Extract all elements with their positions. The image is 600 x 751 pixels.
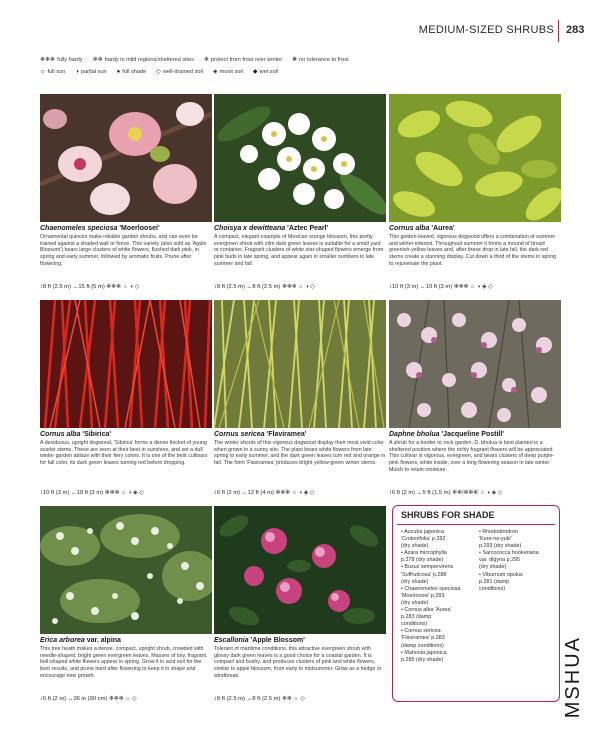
list-item: • Cornus sericea bbox=[401, 628, 441, 635]
plant-stats: ↕6 ft (2 m) ↔5 ft (1.5 m) ❄❄/❄❄❄ ☼ ◑ ◈ ◇ bbox=[389, 490, 503, 496]
plant-card bbox=[389, 300, 561, 496]
plant-card bbox=[214, 300, 386, 496]
shade-lists bbox=[393, 525, 559, 668]
list-item: conditions) bbox=[479, 585, 506, 592]
list-item: conditions) bbox=[401, 621, 428, 628]
plant-card bbox=[214, 94, 386, 290]
key-item bbox=[117, 66, 147, 78]
well-drained-soil-icon: ◇ bbox=[156, 69, 161, 75]
list-item: var. digyna p.295 bbox=[479, 557, 521, 564]
plant-cultivar: var. alpina bbox=[86, 637, 121, 644]
key-label: hardy in mild regions/sheltered sites bbox=[104, 57, 194, 63]
list-item: (dry shade) bbox=[401, 578, 429, 585]
plant-description: A shrub for a border or rock garden, D. bholua is best planted in a sheltered position where the richly fragrant flowers will be appreciated. This cultivar is vigorous, evergreen, and bears clusters of deep purple-pink flowers, white inside, over a long flowering season in late winter. Mulch to retain moisture. bbox=[389, 440, 555, 473]
plant-stats: ↕6 ft (2 m) ↔36 in (90 cm) ❄❄❄ ☼ ◇ bbox=[40, 696, 137, 702]
plant-photo bbox=[389, 300, 561, 428]
list-item: p.285 (dry shade) bbox=[401, 656, 444, 663]
watermark: MSHUA bbox=[562, 636, 584, 719]
sidebar-title: SHRUBS FOR SHADE bbox=[397, 510, 555, 525]
list-item: (dry shade) bbox=[401, 543, 429, 550]
list-item: 'Suffruticosa' p.288 bbox=[401, 571, 447, 578]
plant-stats: ↕8 ft (2.5 m) ↔8 ft (2.5 m) ❄❄❄ ☼ ◑ ◇ bbox=[214, 284, 315, 290]
list-item: 'Moerloosei' p.283 bbox=[401, 592, 445, 599]
key-item bbox=[156, 66, 203, 78]
header-divider bbox=[558, 20, 559, 42]
plant-card bbox=[214, 506, 386, 702]
plant-stats: ↕6 ft (2 m) ↔12 ft (4 m) ❄❄❄ ☼ ◑ ◈ ◇ bbox=[214, 490, 315, 496]
list-item: • Sarcococca hookeriana bbox=[479, 550, 539, 557]
plant-photo bbox=[214, 94, 386, 222]
key-label: wet soil bbox=[259, 69, 279, 75]
list-item: p.283 (damp bbox=[401, 614, 432, 621]
three-snowflake-icon: ❄❄❄ bbox=[40, 57, 56, 63]
wet-soil-icon: ◆ bbox=[252, 69, 258, 75]
plant-cultivar: 'Jacqueline Postill' bbox=[441, 431, 504, 438]
plant-stats: ↕8 ft (2.5 m) ↔8 ft (2.5 m) ❄❄ ☼ ◇ bbox=[214, 696, 305, 702]
key-label: fully hardy bbox=[57, 57, 83, 63]
shade-list-left bbox=[401, 529, 473, 664]
plant-latin-name: Cornus alba bbox=[40, 431, 81, 438]
plant-stats: ↕10 ft (3 m) ↔10 ft (3 m) ❄❄❄ ☼ ◑ ◈ ◇ bbox=[40, 490, 144, 496]
plant-card bbox=[40, 506, 212, 702]
plant-cultivar: 'Aztec Pearl' bbox=[287, 225, 329, 232]
list-item: (damp conditions) bbox=[401, 642, 444, 649]
key-label: no tolerance to frost bbox=[299, 57, 349, 63]
key-label: partial sun bbox=[80, 69, 107, 75]
plant-latin-name: Cornus sericea bbox=[214, 431, 265, 438]
key-label: full sun bbox=[47, 69, 66, 75]
page-header bbox=[0, 0, 600, 44]
key-item bbox=[253, 66, 278, 78]
plant-card bbox=[40, 94, 212, 290]
list-item: • Azara microphylla bbox=[401, 550, 447, 557]
plant-description: The winter shoots of this vigorous dogwood display their most vivid color when grown in a sunny site. The plant bears white flowers from late spring to early summer, and the dark green leaves turn red and orange in fall. The form 'Flaviramea' produces bright yellow-green winter stems. bbox=[214, 440, 386, 467]
plant-latin-name: Escallonia bbox=[214, 637, 249, 644]
key-item bbox=[40, 66, 65, 78]
partial-sun-icon: ◑ bbox=[75, 69, 79, 75]
list-item: p.278 (dry shade) bbox=[401, 557, 444, 564]
key-item bbox=[292, 54, 348, 66]
plant-latin-name: Erica arborea bbox=[40, 637, 85, 644]
plant-description: This golden-leaved, vigorous dogwood offers a combination of summer and winter interest. Throughout summer it forms a mound of broad greenish-yellow leaves and, after these drop in late fall, the dark red stems create a stunning display. Cut down a third of the stems in spring to rejuvenate the plant. bbox=[389, 234, 557, 267]
shade-list-right bbox=[479, 529, 551, 664]
list-item: • Chaenomeles speciosa bbox=[401, 585, 461, 592]
list-item: 'Flaviramea' p.283 bbox=[401, 635, 445, 642]
plant-description: A compact, elegant example of Mexican orange blossom, this pretty evergreen shrub with slim dark green leaves is suitable for a small yard or container. Fragrant clusters of white star-shaped flowers emerge from pink buds in late spring, and appear again in smaller numbers in late summer and fall. bbox=[214, 234, 384, 267]
symbol-key bbox=[40, 54, 570, 78]
key-row-hardiness bbox=[40, 54, 570, 66]
full-shade-icon: ● bbox=[116, 69, 121, 75]
key-label: well-drained soil bbox=[162, 69, 203, 75]
list-item: 'Kure-no-yuki' bbox=[479, 536, 512, 543]
list-item: • Rhododendron bbox=[479, 529, 519, 535]
plant-latin-name: Choisya x dewitteana bbox=[214, 225, 286, 232]
plant-description: Tolerant of maritime conditions, this attractive evergreen shrub with glossy dark green leaves is a good choice for a coastal garden. It is compact and bushy, and produces clusters of pink and white flowers, similar to apple blossom, from early to midsummer. Grow as a hedge or windbreak. bbox=[214, 646, 382, 679]
plant-photo bbox=[40, 94, 212, 222]
moist-soil-icon: ◈ bbox=[212, 69, 218, 75]
plant-photo bbox=[389, 94, 561, 222]
plant-name bbox=[389, 431, 561, 439]
one-snowflake-icon: ❄ bbox=[203, 57, 209, 63]
plant-description: This tree heath makes a dense, compact, upright shrub, crowded with needle-shaped, bright green evergreen leaves. Masses of tiny, fragrant, bell-shaped white flowers appear in spring. Grow it in acid soil for the best results, and prune hard after flowering to keep it in shape and encourage new growth. bbox=[40, 646, 208, 679]
plant-latin-name: Chaenomeles speciosa bbox=[40, 225, 118, 232]
key-item bbox=[40, 54, 83, 66]
plant-cultivar: 'Sibirica' bbox=[82, 431, 112, 438]
no-frost-icon: ❅ bbox=[292, 57, 298, 63]
plant-name bbox=[40, 225, 212, 233]
plant-cultivar: 'Aurea' bbox=[431, 225, 455, 232]
shrubs-for-shade-box bbox=[392, 505, 560, 702]
key-label: full shade bbox=[122, 69, 147, 75]
key-item bbox=[213, 66, 243, 78]
plant-card bbox=[389, 94, 561, 290]
key-label: moist soil bbox=[219, 69, 243, 75]
plant-name bbox=[40, 431, 212, 439]
plant-cultivar: 'Flaviramea' bbox=[266, 431, 307, 438]
plant-name bbox=[214, 431, 386, 439]
plant-name bbox=[214, 637, 386, 645]
key-row-conditions bbox=[40, 66, 570, 78]
plant-stats: ↕8 ft (2.5 m) ↔15 ft (5 m) ❄❄❄ ☼ ◑ ◇ bbox=[40, 284, 140, 290]
list-item: • Mahonia japonica bbox=[401, 649, 447, 656]
list-item: • Viburnum opulus bbox=[479, 571, 523, 578]
plant-photo bbox=[214, 506, 386, 634]
list-item: 'Crotonifolia' p.282 bbox=[401, 536, 446, 543]
plant-name bbox=[214, 225, 386, 233]
two-snowflake-icon: ❄❄ bbox=[92, 57, 103, 63]
key-item bbox=[93, 54, 194, 66]
plant-stats: ↕10 ft (3 m) ↔10 ft (3 m) ❄❄❄ ☼ ◑ ◈ ◇ bbox=[389, 284, 493, 290]
plant-photo bbox=[40, 506, 212, 634]
plant-latin-name: Cornus alba bbox=[389, 225, 430, 232]
list-item: (dry shade) bbox=[401, 599, 429, 606]
plant-card bbox=[40, 300, 212, 496]
plant-latin-name: Daphne bholua bbox=[389, 431, 440, 438]
plant-cultivar: 'Moerloosei' bbox=[119, 225, 160, 232]
full-sun-icon: ☼ bbox=[40, 69, 46, 75]
plant-cultivar: 'Apple Blossom' bbox=[250, 637, 305, 644]
plant-description: Ornamental quinces make reliable garden shrubs, and can even be trained against a shaded wall or fence. This variety (also sold as 'Apple Blossom') bears large clusters of white flowers, flushed dark pink, in spring and early summer, followed by aromatic fruits. Prune after flowering. bbox=[40, 234, 207, 267]
page-number: 283 bbox=[566, 24, 585, 36]
list-item: • Cornus alba 'Aurea' bbox=[401, 607, 452, 614]
list-item: • Buxus sempervirens bbox=[401, 564, 454, 571]
key-label: protect from frost over winter bbox=[210, 57, 283, 63]
list-item: (dry shade) bbox=[479, 564, 507, 571]
plant-name bbox=[389, 225, 561, 233]
list-item: p.293 (dry shade) bbox=[479, 543, 522, 550]
plant-name bbox=[40, 637, 212, 645]
key-item bbox=[204, 54, 282, 66]
plant-photo bbox=[214, 300, 386, 428]
section-title: MEDIUM-SIZED SHRUBS bbox=[418, 24, 554, 36]
key-item bbox=[75, 66, 106, 78]
list-item: p.281 (damp bbox=[479, 578, 510, 585]
list-item: • Aucuba japonica bbox=[401, 529, 444, 535]
plant-description: A deciduous, upright dogwood, 'Sibirica' forms a dense thicket of young scarlet stems. These are seen at their best in sunshine, and set a dull winter garden ablaze with their fiery colors. It is one of the best cultivars for fall color, its dark green leaves turning red before dropping. bbox=[40, 440, 208, 467]
plant-photo bbox=[40, 300, 212, 428]
